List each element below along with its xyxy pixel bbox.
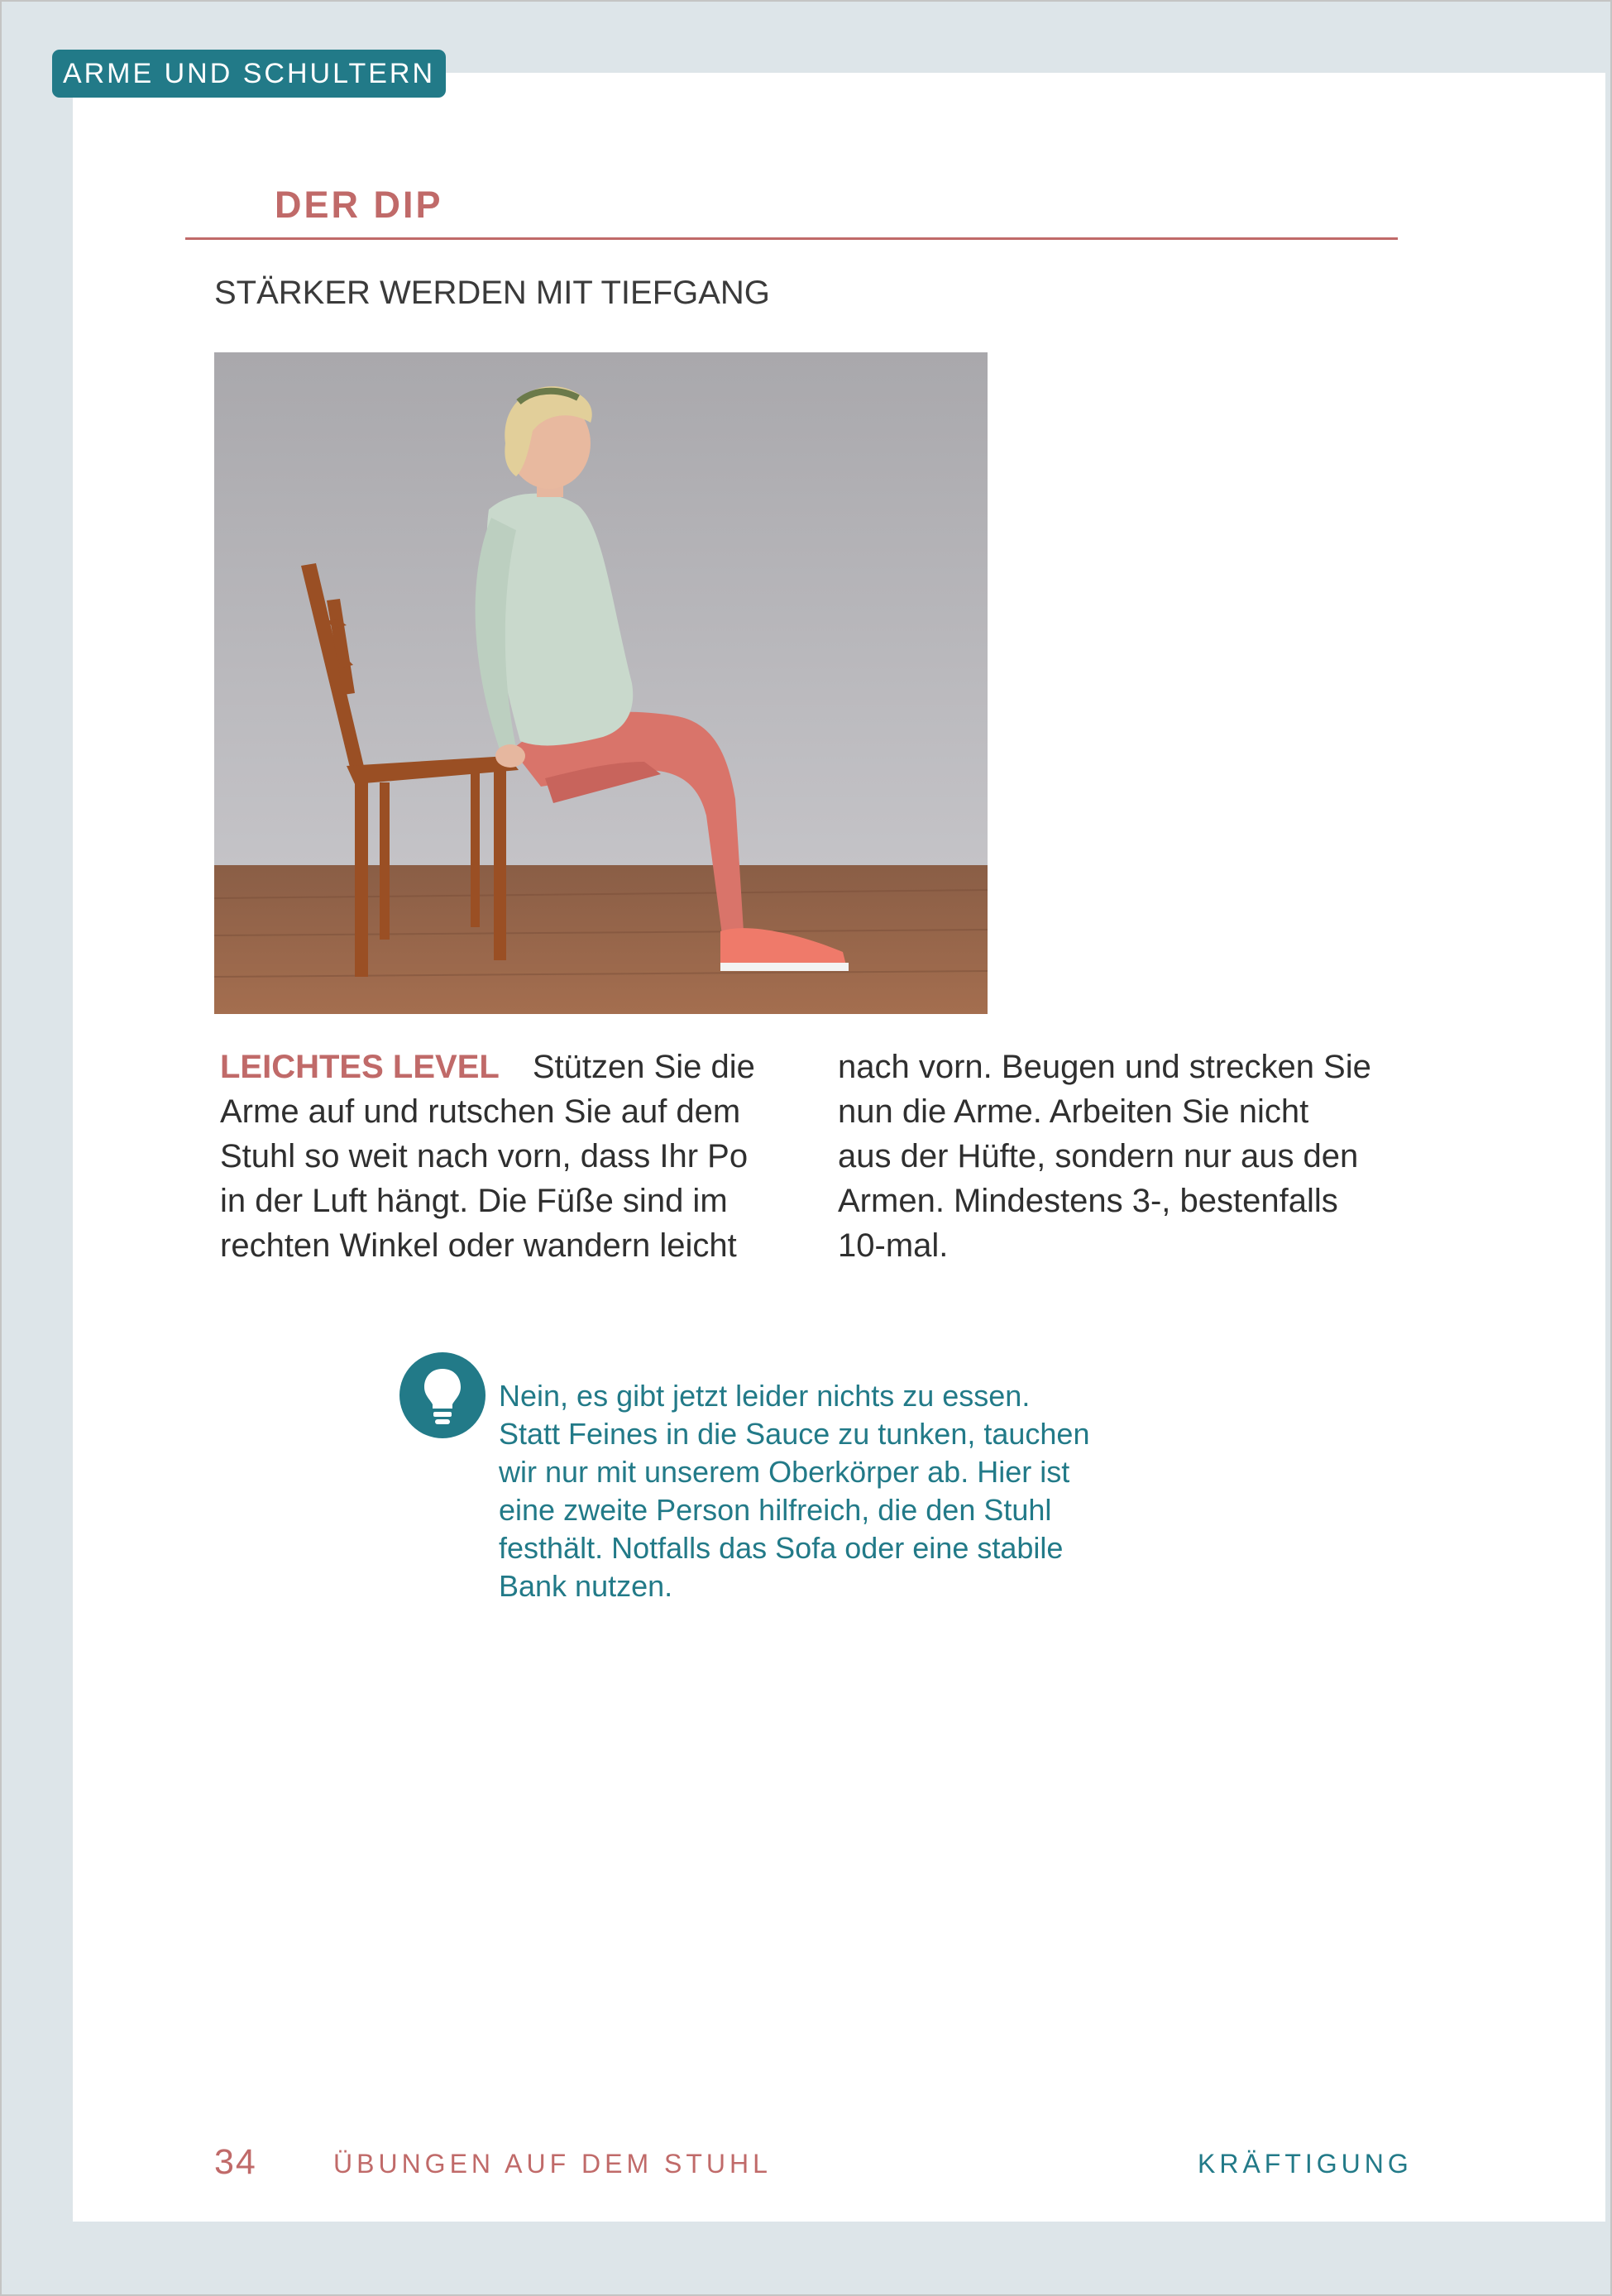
tip-box bbox=[499, 1377, 1127, 1605]
instruction-line bbox=[220, 1045, 791, 1089]
instruction-line: Arme auf und rutschen Sie auf dem bbox=[220, 1093, 741, 1130]
instruction-line: rechten Winkel oder wandern leicht bbox=[220, 1227, 737, 1264]
instruction-line: nach vorn. Beugen und strecken Sie bbox=[838, 1049, 1371, 1085]
tip-line: festhält. Notfalls das Sofa oder eine stabile bbox=[499, 1531, 1064, 1565]
tip-line: eine zweite Person hilfreich, die den Stuhl bbox=[499, 1493, 1052, 1527]
instruction-line: in der Luft hängt. Die Füße sind im bbox=[220, 1183, 728, 1219]
instruction-line: 10-mal. bbox=[838, 1227, 949, 1264]
instruction-line: Armen. Mindestens 3-, bestenfalls bbox=[838, 1183, 1338, 1219]
tip-line: wir nur mit unserem Oberkörper ab. Hier ist bbox=[499, 1455, 1070, 1489]
exercise-photo bbox=[214, 352, 988, 1014]
footer-chapter: ÜBUNGEN AUF DEM STUHL bbox=[333, 2149, 772, 2179]
tip-line: Nein, es gibt jetzt leider nichts zu essen. bbox=[499, 1379, 1031, 1413]
title-divider bbox=[185, 237, 1398, 240]
instruction-text: Stützen Sie die bbox=[532, 1049, 755, 1085]
level-label: LEICHTES LEVEL bbox=[220, 1049, 500, 1085]
instruction-line: nun die Arme. Arbeiten Sie nicht bbox=[838, 1093, 1309, 1130]
lightbulb-icon bbox=[399, 1352, 486, 1438]
page-subtitle: STÄRKER WERDEN MIT TIEFGANG bbox=[214, 275, 770, 311]
tip-line: Bank nutzen. bbox=[499, 1569, 673, 1603]
instruction-line: Stuhl so weit nach vorn, dass Ihr Po bbox=[220, 1138, 749, 1174]
tip-line: Statt Feines in die Sauce zu tunken, tauchen bbox=[499, 1417, 1090, 1451]
instructions-right-column bbox=[838, 1045, 1409, 1268]
instructions-left-column bbox=[220, 1045, 791, 1268]
footer-topic: KRÄFTIGUNG bbox=[1198, 2149, 1413, 2179]
page-number: 34 bbox=[214, 2142, 257, 2182]
section-tab: ARME UND SCHULTERN bbox=[52, 50, 446, 98]
instruction-line: aus der Hüfte, sondern nur aus den bbox=[838, 1138, 1359, 1174]
page-title: DER DIP bbox=[275, 184, 443, 226]
